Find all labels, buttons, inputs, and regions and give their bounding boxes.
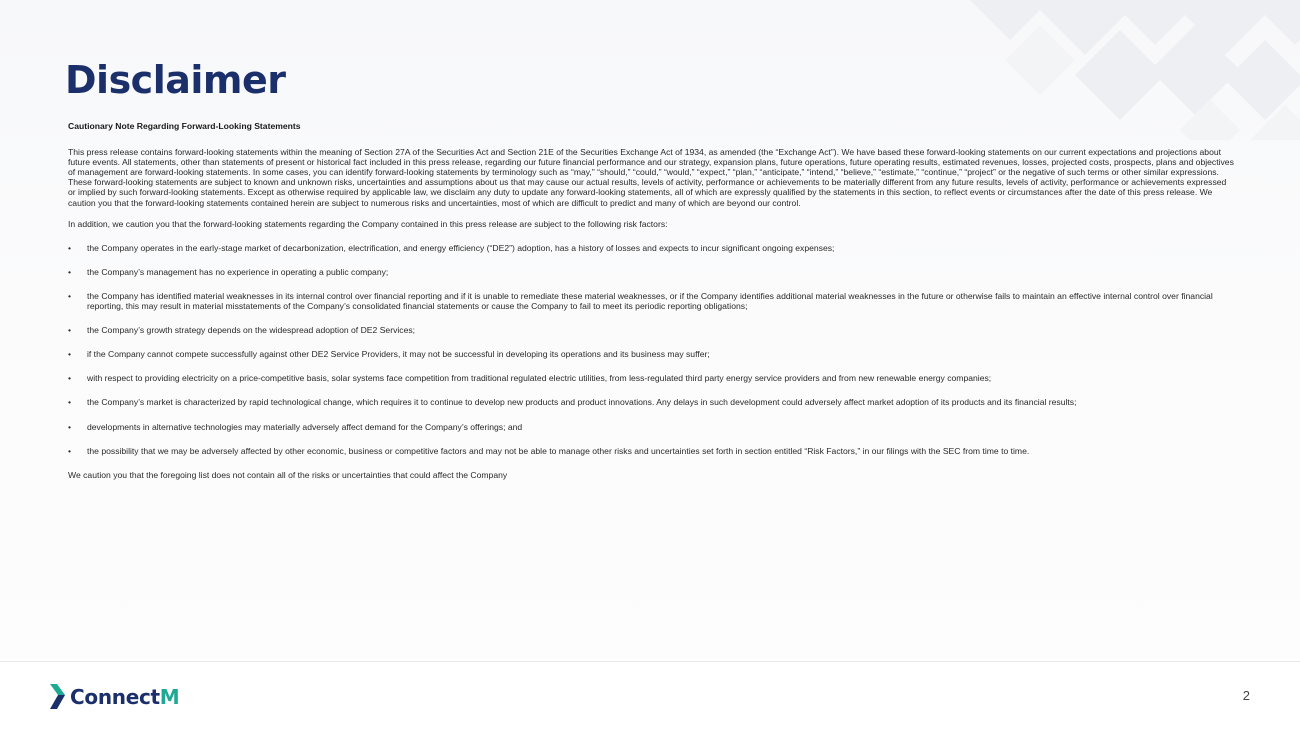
decorative-diamond-pattern [910, 0, 1300, 140]
logo-text-accent: M [159, 685, 180, 709]
chevron-logo-icon [48, 684, 66, 710]
list-item-text: developments in alternative technologies may materially adversely affect demand for the Company’s offerings; and [87, 421, 523, 432]
disclaimer-body [68, 121, 1236, 488]
list-item [68, 349, 1236, 359]
bullet-icon: • [68, 445, 72, 456]
list-item [68, 267, 1236, 277]
connectm-logo [48, 684, 179, 710]
logo-text-main: Connect [70, 685, 160, 709]
footer-divider [0, 661, 1300, 662]
bullet-icon: • [68, 325, 72, 336]
list-item [68, 243, 1236, 253]
list-item [68, 446, 1236, 456]
closing-paragraph: We caution you that the foregoing list does not contain all of the risks or uncertainties that could affect the Company [68, 469, 508, 480]
bullet-icon: • [68, 421, 72, 432]
bullet-icon: • [68, 349, 72, 360]
logo-wordmark [70, 685, 179, 709]
list-item-text: with respect to providing electricity on a price-competitive basis, solar systems face competition from traditional regulated electric utilities, from less-regulated third party energy service providers and from new renewable energy companies; [87, 373, 992, 384]
list-item-text: if the Company cannot compete successfully against other DE2 Service Providers, it may not be successful in developing its operations and its business may suffer; [87, 349, 710, 360]
page-title: Disclaimer [65, 58, 286, 102]
list-item-text: the Company’s management has no experience in operating a public company; [87, 266, 389, 277]
list-item [68, 422, 1236, 432]
list-item-text: the Company’s growth strategy depends on the widespread adoption of DE2 Services; [87, 325, 416, 336]
intro-paragraph: This press release contains forward-looking statements within the meaning of Section 27A of the Securities Act and Section 21E of the Securities Exchange Act of 1934, as amended (the “Exchange Act”). We have based these forward-looking statements on our current expectations and projections about future events. All statements, other than statements of present or historical fact included in this press release, regarding our future financial performance and our strategy, expansion plans, future operations, future operating results, estimated revenues, losses, projected costs, prospects, plans and objectives of management are forward-looking statements. In some cases, you can identify forward-looking statements by terminology such as “may,” “should,” “could,” “would,” “expect,” “plan,” “anticipate,” “intend,” “believe,” “estimate,” “continue,” “project” or the negative of such terms or other similar expressions. These forward-looking statements are subject to known and unknown risks, uncertainties and assumptions about us that may cause our actual results, levels of activity, performance or achievements to be materially different from any future results, levels of activity, performance or achievements expressed or implied by such forward-looking statements. Except as otherwise required by applicable law, we disclaim any duty to update any forward-looking statements, all of which are expressly qualified by the statements in this section, to reflect events or circumstances after the date of this press release. We caution you that the forward-looking statements contained herein are subject to numerous risks and uncertainties, most of which are difficult to predict and many of which are beyond our control. [68, 147, 1234, 208]
bullet-icon: • [68, 373, 72, 384]
bullet-icon: • [68, 290, 72, 301]
risk-factor-list [68, 243, 1236, 456]
list-item [68, 373, 1236, 383]
list-item [68, 325, 1236, 335]
risk-intro-paragraph: In addition, we caution you that the forward-looking statements regarding the Company contained in this press release are subject to the following risk factors: [68, 218, 668, 229]
page-number: 2 [1242, 688, 1250, 703]
bullet-icon: • [68, 397, 72, 408]
list-item [68, 397, 1236, 407]
list-item-text: the Company’s market is characterized by rapid technological change, which requires it to continue to develop new products and product innovations. Any delays in such development could adversely affect market adoption of its products and its financial results; [87, 397, 1077, 408]
bullet-icon: • [68, 266, 72, 277]
section-subtitle: Cautionary Note Regarding Forward-Looking Statements [68, 121, 301, 131]
list-item-text: the Company operates in the early-stage market of decarbonization, electrification, and energy efficiency (“DE2”) adoption, has a history of losses and expects to incur significant ongoing expenses; [87, 242, 835, 253]
list-item-text: the Company has identified material weaknesses in its internal control over financial reporting and if it is unable to remediate these material weaknesses, or if the Company identifies additional material weaknesses in the future or otherwise fails to maintain an effective internal control over financial reporting, this may result in material misstatements of the Company’s consolidated financial statements or cause the Company to fail to meet its periodic reporting obligations; [87, 290, 1213, 312]
list-item [68, 291, 1236, 311]
list-item-text: the possibility that we may be adversely affected by other economic, business or competitive factors and may not be able to manage other risks and uncertainties set forth in section entitled “Risk Factors,” in our filings with the SEC from time to time. [87, 445, 1030, 456]
bullet-icon: • [68, 242, 72, 253]
